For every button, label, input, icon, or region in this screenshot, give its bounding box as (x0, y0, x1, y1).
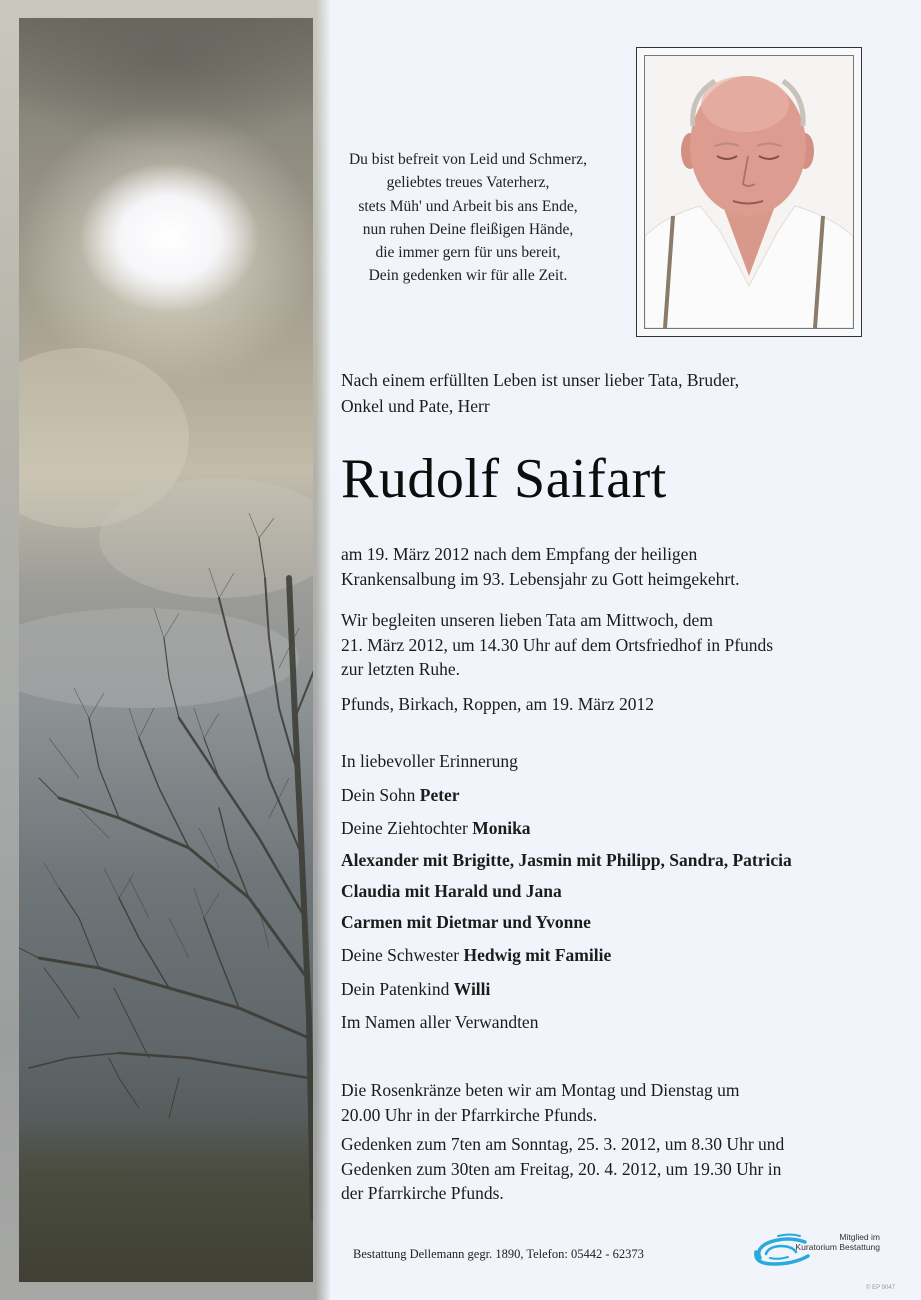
mourners-heading: In liebevoller Erinnerung (341, 751, 518, 771)
funeral-line: zur letzten Ruhe. (341, 659, 461, 679)
mourner-relation: Dein Sohn (341, 785, 420, 805)
mourner-names: Hedwig mit Familie (463, 945, 612, 965)
funeral-line: Wir begleiten unseren lieben Tata am Mittwoch, dem (341, 610, 713, 630)
mourner-names: Monika (472, 818, 531, 838)
mourners-closing: Im Namen aller Verwandten (341, 1012, 539, 1032)
portrait-photo (644, 55, 854, 329)
poem-line: stets Müh' und Arbeit bis ans Ende, (358, 197, 578, 215)
death-notice-line: am 19. März 2012 nach dem Empfang der heiligen (341, 544, 698, 564)
logo-caption (780, 1232, 880, 1252)
poem-line: Dein gedenken wir für alle Zeit. (368, 267, 568, 285)
decorative-side-strip (0, 0, 330, 1300)
mourner-entry (341, 977, 490, 1001)
funeral-info (341, 608, 773, 682)
rosary-info (341, 1078, 740, 1127)
mourner-names: Willi (453, 979, 491, 999)
bare-tree-silhouette (19, 18, 313, 1282)
rosary-line: Die Rosenkränze beten wir am Montag und Dienstag um (341, 1080, 740, 1100)
mourner-entry (341, 910, 591, 934)
poem-line: geliebtes treues Vaterherz, (386, 174, 550, 192)
mourner-entry (341, 848, 792, 872)
logo-line: Kuratorium Bestattung (795, 1242, 880, 1252)
mourner-names: Peter (419, 785, 460, 805)
death-notice (341, 542, 740, 591)
person-portrait-icon (645, 56, 853, 328)
mourner-entry (341, 879, 562, 903)
mourner-entry (341, 783, 460, 807)
intro-line: Onkel und Pate, Herr (341, 396, 490, 416)
logo-line: Mitglied im (839, 1232, 880, 1242)
mourner-names: Claudia mit Harald und Jana (341, 881, 562, 901)
mourner-names: Alexander mit Brigitte, Jasmin mit Philipp, Sandra, Patricia (341, 850, 792, 870)
memorial-info (341, 1132, 784, 1206)
poem-line: die immer gern für uns bereit, (375, 244, 561, 262)
sky-tree-photo (19, 18, 313, 1282)
mourner-entry (341, 816, 531, 840)
mourner-entry (341, 943, 611, 967)
place-date: Pfunds, Birkach, Roppen, am 19. März 2012 (341, 694, 655, 714)
rosary-line: 20.00 Uhr in der Pfarrkirche Pfunds. (341, 1104, 598, 1125)
portrait-frame (636, 47, 862, 337)
funeral-line: 21. März 2012, um 14.30 Uhr auf dem Ortsfriedhof in Pfunds (341, 634, 774, 655)
undertaker-info: Bestattung Dellemann gegr. 1890, Telefon: 05442 - 62373 (353, 1247, 644, 1261)
memorial-line: Gedenken zum 7ten am Sonntag, 25. 3. 2012, um 8.30 Uhr und (341, 1134, 785, 1154)
template-code: © EP 9047 (866, 1285, 895, 1291)
mourner-relation: Deine Ziehtochter (341, 818, 473, 838)
kuratorium-logo (750, 1230, 885, 1270)
memorial-line: der Pfarrkirche Pfunds. (341, 1183, 504, 1203)
memorial-line: Gedenken zum 30ten am Freitag, 20. 4. 2012, um 19.30 Uhr in (341, 1158, 782, 1179)
mourner-relation: Dein Patenkind (341, 979, 454, 999)
memorial-poem (318, 148, 618, 288)
mourner-relation: Deine Schwester (341, 945, 464, 965)
poem-line: nun ruhen Deine fleißigen Hände, (362, 220, 574, 238)
mourner-names: Carmen mit Dietmar und Yvonne (341, 912, 591, 932)
deceased-name: Rudolf Saifart (341, 448, 667, 510)
poem-line: Du bist befreit von Leid und Schmerz, (348, 151, 588, 168)
intro-text (341, 367, 739, 419)
death-notice-line: Krankensalbung im 93. Lebensjahr zu Gott heimgekehrt. (341, 568, 740, 589)
intro-line: Nach einem erfüllten Leben ist unser lieber Tata, Bruder, (341, 370, 740, 390)
